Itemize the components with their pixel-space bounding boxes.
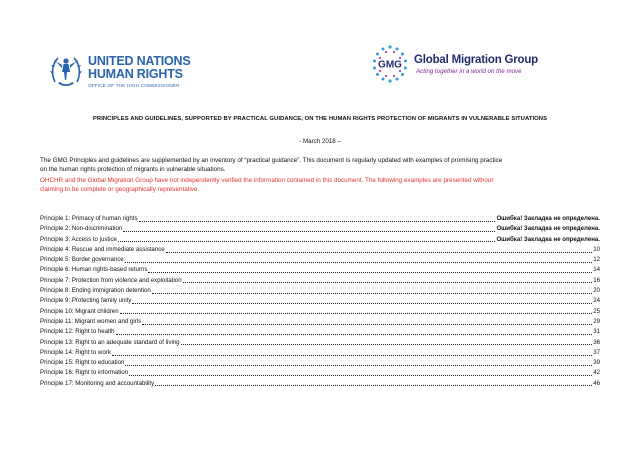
toc-entry[interactable]: [40, 245, 600, 255]
toc-entry-label[interactable]: Principle 2: Non-discrimination: [40, 225, 123, 233]
toc-entry-page[interactable]: Ошибка! Закладка не определена.: [496, 235, 600, 243]
gmg-globe-icon: [370, 44, 410, 84]
toc-entry-page[interactable]: 46: [593, 379, 600, 387]
toc-entry-label[interactable]: Principle 4: Rescue and immediate assistance: [40, 245, 165, 253]
toc-entry-label[interactable]: Principle 11: Migrant women and girls: [40, 317, 142, 325]
toc-entry-label[interactable]: Principle 5: Border governance: [40, 256, 124, 264]
toc-entry[interactable]: [40, 307, 600, 317]
toc-entry[interactable]: [40, 235, 600, 245]
gmg-tagline: Acting together in a world on the move: [416, 68, 522, 75]
toc-entry-label[interactable]: Principle 16: Right to information: [40, 369, 129, 377]
toc-entry-label[interactable]: Principle 1: Primacy of human rights: [40, 215, 138, 222]
un-logo-line2: HUMAN RIGHTS: [88, 67, 183, 81]
intro-line-1: The GMG Principles and guidelines are supplemented by an inventory of “practical guidance”. This document is regularly updated with examples of promising practice: [40, 157, 503, 164]
gmg-name: Global Migration Group: [414, 54, 539, 66]
gmg-acronym: GMG: [378, 59, 402, 71]
toc-entry-label[interactable]: Principle 9: Protecting family unity: [40, 297, 132, 305]
toc-dot-leader: [112, 349, 592, 356]
toc-dot-leader: [183, 276, 593, 283]
toc-entry-page[interactable]: 20: [593, 287, 600, 295]
toc-entry-page[interactable]: Ошибка! Закладка не определена.: [496, 215, 600, 222]
toc-entry[interactable]: [40, 255, 600, 265]
toc-entry-page[interactable]: 14: [593, 266, 600, 274]
toc-entry-page[interactable]: 42: [593, 369, 600, 377]
toc-entry-label[interactable]: Principle 7: Protection from violence and exploitation: [40, 276, 182, 284]
toc-entry[interactable]: [40, 348, 600, 358]
toc-entry-label[interactable]: Principle 3: Access to justice: [40, 235, 117, 243]
toc-entry-page[interactable]: 24: [593, 297, 600, 305]
toc-entry-page[interactable]: 29: [593, 317, 600, 325]
toc-dot-leader: [125, 359, 592, 366]
toc-entry-label[interactable]: Principle 17: Monitoring and accountability: [40, 379, 155, 387]
toc-entry-page[interactable]: 10: [593, 245, 600, 253]
un-human-rights-logo: [48, 52, 208, 96]
toc-entry-page[interactable]: 25: [593, 307, 600, 315]
toc-entry-page[interactable]: 12: [593, 256, 600, 264]
toc-entry[interactable]: [40, 327, 600, 337]
gmg-logo: [370, 44, 570, 84]
toc-entry-page[interactable]: 39: [593, 359, 600, 367]
toc-dot-leader: [129, 369, 592, 376]
toc-dot-leader: [118, 235, 496, 242]
un-logo-line3: OFFICE OF THE HIGH COMMISSIONER: [88, 83, 180, 88]
document-date: - March 2018 –: [299, 138, 341, 145]
toc-entry[interactable]: [40, 296, 600, 306]
toc-dot-leader: [148, 266, 592, 273]
toc-entry-label[interactable]: Principle 10: Migrant children: [40, 307, 119, 315]
toc-dot-leader: [120, 307, 593, 314]
toc-dot-leader: [142, 318, 592, 325]
toc-entry[interactable]: [40, 214, 600, 224]
toc-entry-page[interactable]: 36: [593, 338, 600, 346]
toc-entry[interactable]: [40, 368, 600, 378]
toc-entry[interactable]: [40, 265, 600, 275]
toc-dot-leader: [181, 338, 593, 345]
document-title: PRINCIPLES AND GUIDELINES, SUPPORTED BY PRACTICAL GUIDANCE, ON THE HUMAN RIGHTS PROTECTION OF MIGRANTS IN VULNERABLE SITUATIONS: [92, 116, 548, 122]
toc-entry-page[interactable]: 37: [593, 348, 600, 356]
toc-entry-label[interactable]: Principle 13: Right to an adequate standard of living: [40, 338, 180, 346]
toc-dot-leader: [155, 379, 592, 386]
toc-entry-label[interactable]: Principle 8: Ending immigration detention: [40, 287, 151, 295]
toc-dot-leader: [116, 328, 593, 335]
toc-entry[interactable]: [40, 379, 600, 389]
toc-entry[interactable]: [40, 276, 600, 286]
warning-line-1: OHCHR and the Global Migration Group have not independently verified the information contained in this document. The following examples are presented without: [40, 177, 494, 185]
toc-entry[interactable]: [40, 338, 600, 348]
toc-entry-label[interactable]: Principle 14: Right to work: [40, 348, 111, 356]
toc-entry-page[interactable]: 16: [593, 276, 600, 284]
warning-line-2: claiming to be complete or geographically representative.: [40, 185, 200, 193]
toc-entry-label[interactable]: Principle 12: Right to health: [40, 328, 115, 336]
toc-dot-leader: [166, 246, 593, 253]
intro-section: [40, 157, 610, 194]
toc-entry-label[interactable]: Principle 6: Human rights-based returns: [40, 266, 148, 274]
toc-entry[interactable]: [40, 358, 600, 368]
toc-entry-page[interactable]: 31: [593, 328, 600, 336]
toc-dot-leader: [123, 225, 495, 232]
table-of-contents: [40, 214, 600, 389]
un-logo-line1: UNITED NATIONS: [88, 54, 191, 68]
toc-dot-leader: [152, 287, 592, 294]
toc-dot-leader: [132, 297, 592, 304]
toc-entry[interactable]: [40, 224, 600, 234]
toc-entry[interactable]: [40, 317, 600, 327]
un-emblem-icon: [48, 52, 84, 92]
intro-line-2: on the human rights protection of migrants in vulnerable situations.: [40, 165, 226, 173]
toc-entry[interactable]: [40, 286, 600, 296]
toc-entry-label[interactable]: Principle 15: Right to education: [40, 359, 125, 367]
toc-dot-leader: [125, 256, 593, 263]
toc-dot-leader: [139, 215, 496, 222]
toc-entry-page[interactable]: Ошибка! Закладка не определена.: [496, 225, 600, 233]
